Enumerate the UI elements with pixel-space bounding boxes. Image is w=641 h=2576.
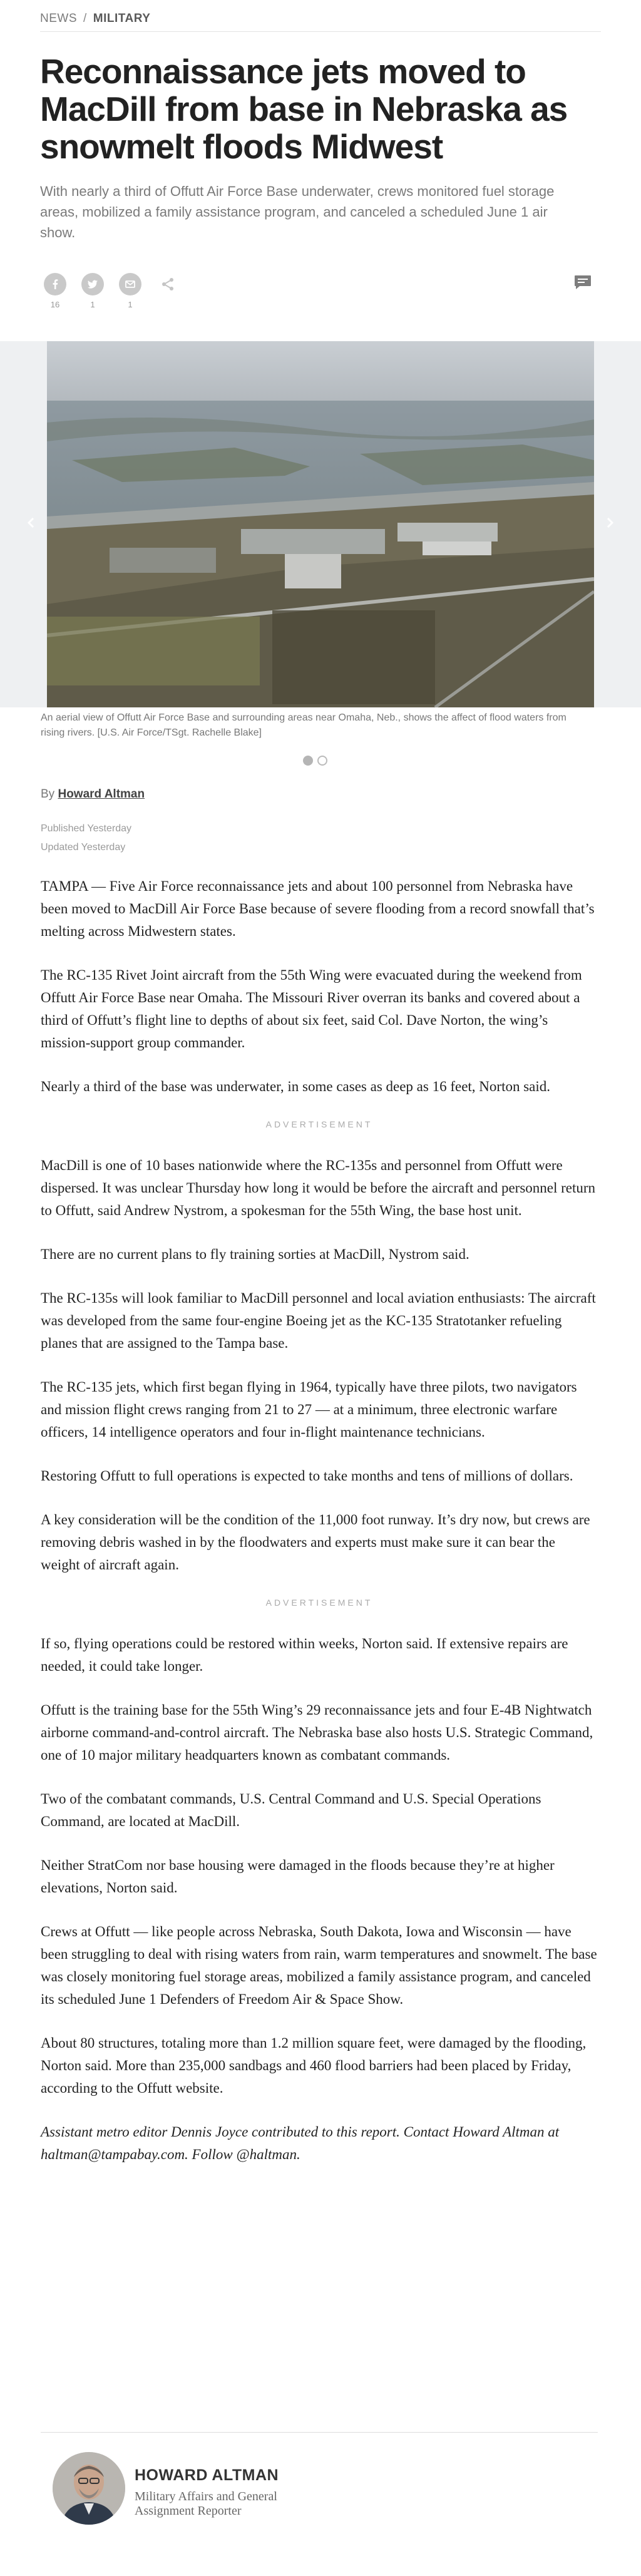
twitter-icon — [86, 278, 99, 290]
article-paragraph: About 80 structures, totaling more than 1.2 million square feet, were damaged by the flooding, Norton said. More than 235,000 sandbags and 460 flood barriers had been placed by Friday, according to the Offutt website. — [41, 2035, 587, 2096]
byline — [41, 788, 145, 801]
previous-photo-button[interactable] — [25, 516, 38, 529]
email-icon — [124, 278, 136, 290]
gallery-dot-2[interactable] — [317, 756, 327, 766]
breadcrumb-section[interactable]: NEWS — [40, 12, 77, 25]
article-body — [41, 875, 598, 2187]
flood-aerial-photo — [47, 341, 594, 707]
breadcrumb-divider — [40, 31, 601, 32]
facebook-share-count: 16 — [50, 300, 60, 309]
email-share-button[interactable] — [119, 273, 141, 309]
page-title: Reconnaissance jets moved to MacDill from base in Nebraska as snowmelt floods Midwest — [40, 52, 568, 166]
article-paragraph: Nearly a third of the base was underwater, in some cases as deep as 16 feet, Norton said. — [41, 1079, 551, 1094]
facebook-share-button[interactable] — [44, 273, 66, 309]
article-paragraph: Two of the combatant commands, U.S. Central Command and U.S. Special Operations Command, are located at MacDill. — [41, 1791, 541, 1829]
facebook-icon — [49, 278, 61, 290]
advertisement-label: ADVERTISEMENT — [265, 1598, 373, 1608]
gallery-pagination — [303, 756, 332, 769]
updated-date: Updated Yesterday — [41, 842, 126, 853]
article-paragraph: The RC-135s will look familiar to MacDill personnel and local aviation enthusiasts: The aircraft was developed from the same four-engine Boeing jet as the KC-135 Stratotanker refueling planes that are assigned to the Tampa base. — [41, 1290, 596, 1351]
breadcrumb-subsection[interactable]: MILITARY — [93, 12, 151, 25]
author-link[interactable]: Howard Altman — [58, 788, 145, 801]
comment-icon — [573, 274, 592, 290]
author-title: Military Affairs and General Assignment Reporter — [135, 2490, 277, 2518]
article-paragraph: MacDill is one of 10 bases nationwide where the RC-135s and personnel from Offutt were dispersed. It was unclear Thursday how long it would be before the aircraft and personnel return to Offutt, said Andrew Nystrom, a spokesman for the 55th Wing, the base host unit. — [41, 1157, 596, 1218]
gallery-dot-1[interactable] — [303, 756, 313, 766]
article-paragraph: The RC-135 Rivet Joint aircraft from the 55th Wing were evacuated during the weekend from Offutt Air Force Base near Omaha. The Missouri River overran its banks and covered about a third of Offutt’s flight line to depths of about six feet, said Col. Dave Norton, the wing’s mission-support group commander. — [41, 967, 582, 1050]
breadcrumb — [40, 0, 601, 26]
author-name[interactable]: HOWARD ALTMAN — [135, 2466, 279, 2484]
chevron-right-icon — [608, 518, 612, 527]
article-contributor-note: Assistant metro editor Dennis Joyce contributed to this report. Contact Howard Altman at haltman@tampabay.com. Follow @haltman. — [41, 2124, 560, 2162]
article-paragraph: There are no current plans to fly training sorties at MacDill, Nystrom said. — [41, 1246, 469, 1262]
chevron-left-icon — [29, 518, 33, 527]
article-paragraph: The RC-135 jets, which first began flying in 1964, typically have three pilots, two navigators and mission flight crews ranging from 21 to 27 — at a minimum, three electronic warfare officers, 14 intelligence operators and four in-flight maintenance technicians. — [41, 1379, 577, 1440]
article-dek: With nearly a third of Offutt Air Force Base underwater, crews monitored fuel storage areas, mobilized a family assistance program, and canceled a scheduled June 1 air show. — [40, 183, 555, 240]
email-share-count: 1 — [128, 300, 133, 309]
article-paragraph: Restoring Offutt to full operations is expected to take months and tens of millions of dollars. — [41, 1468, 573, 1484]
photo-gallery — [0, 341, 641, 707]
photo-caption: An aerial view of Offutt Air Force Base and surrounding areas near Omaha, Neb., shows the affect of flood waters from rising rivers. [U.S. Air Force/TSgt. Rachelle Blake] — [41, 712, 567, 738]
article-paragraph: TAMPA — Five Air Force reconnaissance jets and about 100 personnel from Nebraska have been moved to MacDill Air Force Base because of severe flooding from a record snowfall that’s melting across Midwestern states. — [41, 878, 595, 939]
share-icon — [160, 276, 176, 292]
article-paragraph: Neither StratCom nor base housing were damaged in the floods because they’re at higher elevations, Norton said. — [41, 1857, 555, 1896]
author-divider — [41, 2432, 598, 2433]
byline-prefix: By — [41, 788, 55, 801]
article-paragraph: Offutt is the training base for the 55th Wing’s 29 reconnaissance jets and four E-4B Nightwatch airborne command-and-control aircraft. The Nebraska base also hosts U.S. Strategic Command, one of 10 major military headquarters known as combatant commands. — [41, 1702, 593, 1763]
article-paragraph: Crews at Offutt — like people across Nebraska, South Dakota, Iowa and Wisconsin — have been struggling to deal with rising waters from rain, warm temperatures and snowmelt. The base was closely monitoring fuel storage areas, mobilized a family assistance program, and canceled its scheduled June 1 Defenders of Freedom Air & Space Show. — [41, 1924, 597, 2007]
article-paragraph: If so, flying operations could be restored within weeks, Norton said. If extensive repairs are needed, it could take longer. — [41, 1636, 568, 1674]
next-photo-button[interactable] — [603, 516, 616, 529]
comments-button[interactable] — [573, 274, 592, 290]
advertisement-label: ADVERTISEMENT — [265, 1119, 373, 1129]
breadcrumb-separator: / — [83, 12, 87, 25]
twitter-share-count: 1 — [90, 300, 95, 309]
more-share-button[interactable] — [156, 273, 179, 295]
article-paragraph: A key consideration will be the condition of the 11,000 foot runway. It’s dry now, but crews are removing debris washed in by the floodwaters and experts must make sure it can bear the weight of aircraft again. — [41, 1512, 590, 1573]
twitter-share-button[interactable] — [81, 273, 104, 309]
avatar[interactable] — [53, 2452, 125, 2525]
author-card — [53, 2452, 491, 2527]
share-bar — [40, 273, 601, 317]
published-date: Published Yesterday — [41, 823, 131, 834]
